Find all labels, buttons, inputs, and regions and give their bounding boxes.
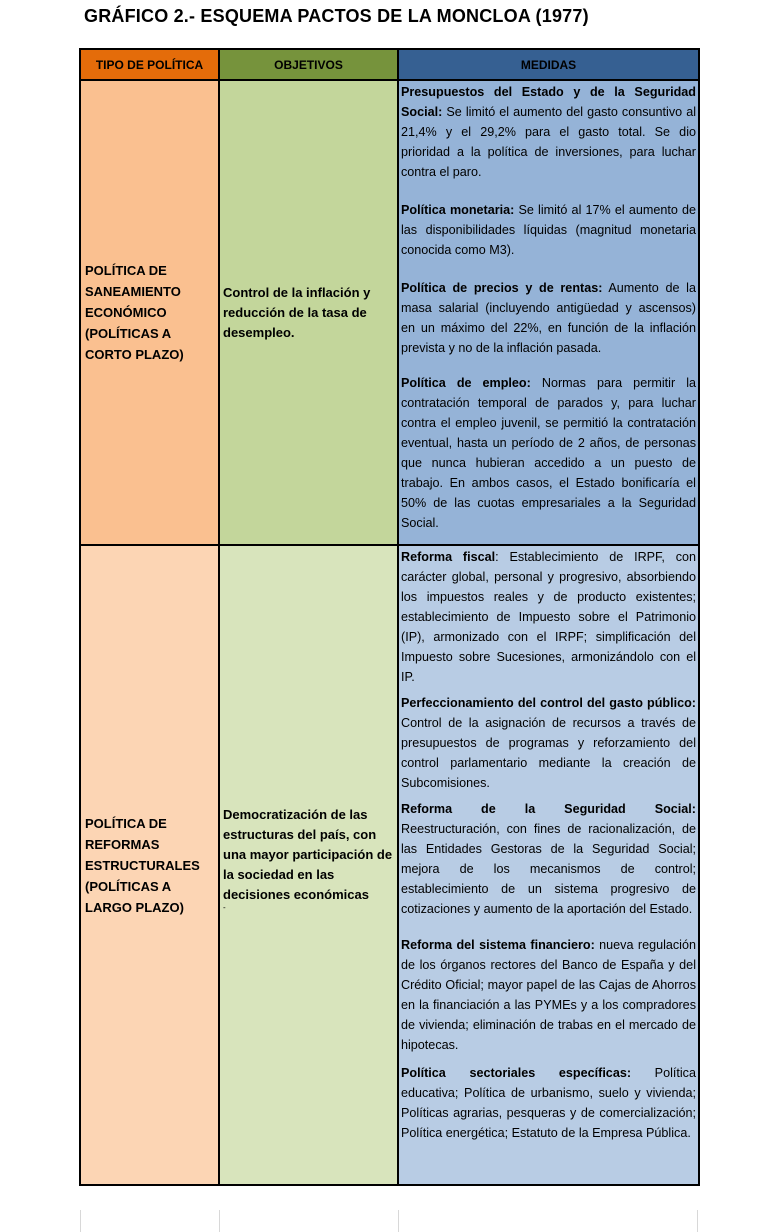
medida-title: Presupuestos del Estado y de la Seguridad Social: [401,85,696,119]
page-guide-line [80,1210,81,1232]
medida-title: Política de precios y de rentas: [401,281,603,295]
medidas-cell [398,80,699,545]
header-medidas: MEDIDAS [398,49,699,80]
medida-item [401,693,696,793]
medida-item [401,799,696,919]
medida-text: Se limitó al 17% el aumento de las disponibilidades líquidas (magnitud monetaria conocida como M3). [401,203,696,257]
medida-title: Reforma del sistema financiero: [401,938,595,952]
medida-title: Política sectoriales específicas: [401,1066,632,1080]
medida-item [401,278,696,358]
medida-item [401,82,696,182]
objetivo-mark: - [223,903,226,912]
medida-item [401,200,696,260]
header-tipo: TIPO DE POLÍTICA [80,49,219,80]
tipo-cell: POLÍTICA DE SANEAMIENTO ECONÓMICO (POLÍTICAS A CORTO PLAZO) [80,80,219,545]
medida-item [401,373,696,533]
medida-text: : Establecimiento de IRPF, con carácter global, personal y progresivo, absorbiendo los impuestos reales y de producto existentes; establecimiento de Impuesto sobre el Patrimonio (IP), armonizado con el IRPF; simplificación del Impuesto sobre Sucesiones, armonizándolo con el IP. [401,550,697,684]
tipo-cell: POLÍTICA DE REFORMAS ESTRUCTURALES (POLÍTICAS A LARGO PLAZO) [80,545,219,1185]
medida-text: Normas para permitir la contratación temporal de parados y, para luchar contra el empleo juvenil, se permitió la contratación eventual, hasta un período de 2 años, de personas que nunca hubieran accedido a un puesto de trabajo. En ambos casos, el Estado bonificaría el 50% de las cuotas empresariales a la Seguridad Social. [401,376,696,530]
table-row [80,80,699,545]
objetivo-text: Democratización de las estructuras del país, con una mayor participación de la sociedad en las decisiones económicas [223,807,393,902]
objetivo-cell [219,545,398,1185]
medida-title: Perfeccionamiento del control del gasto público: [401,696,696,710]
medida-text: Se limitó el aumento del gasto consuntivo al 21,4% y el 29,2% para el gasto total. Se dio prioridad a la política de inversiones, para luchar contra el paro. [401,105,696,179]
table-row [80,545,699,1185]
medida-title: Reforma de la Seguridad Social: [401,802,696,816]
medida-item [401,1063,696,1143]
objetivo-cell: Control de la inflación y reducción de la tasa de desempleo. [219,80,398,545]
page-title: GRÁFICO 2.- ESQUEMA PACTOS DE LA MONCLOA (1977) [84,6,589,26]
medida-title: Política de empleo: [401,376,531,390]
header-objetivos: OBJETIVOS [219,49,398,80]
medida-text: Reestructuración, con fines de racionalización, de las Entidades Gestoras de la Seguridad Social; mejora de los mecanismos de control; establecimiento de un sistema progresivo de cotizaciones y aumento de la aportación del Estado. [401,822,696,916]
page-guide-line [219,1210,220,1232]
page-guide-line [697,1210,698,1232]
medida-item [401,547,696,687]
medida-text: Aumento de la masa salarial (incluyendo antigüedad y ascensos) en un máximo del 22%, en función de la inflación prevista y no de la inflación pasada. [401,281,696,355]
medidas-cell [398,545,699,1185]
medida-text: Política educativa; Política de urbanismo, suelo y vivienda; Políticas agrarias, pesqueras y de comercialización; Política energética; Estatuto de la Empresa Pública. [401,1066,696,1140]
medida-text: Control de la asignación de recursos a través de presupuestos de programas y reforzamiento del control parlamentario mediante la creación de Subcomisiones. [401,716,696,790]
header-row [80,49,699,80]
moncloa-scheme-table [79,48,700,1186]
medida-text: nueva regulación de los órganos rectores del Banco de España y del Crédito Oficial; mayor papel de las Cajas de Ahorros en la financiación a las PYMEs y a los compradores de vivienda; eliminación de trabas en el mercado de hipotecas. [401,938,696,1052]
page-guide-line [398,1210,399,1232]
medida-title: Reforma fiscal [401,550,496,564]
medida-item [401,935,696,1055]
medida-title: Política monetaria: [401,203,515,217]
